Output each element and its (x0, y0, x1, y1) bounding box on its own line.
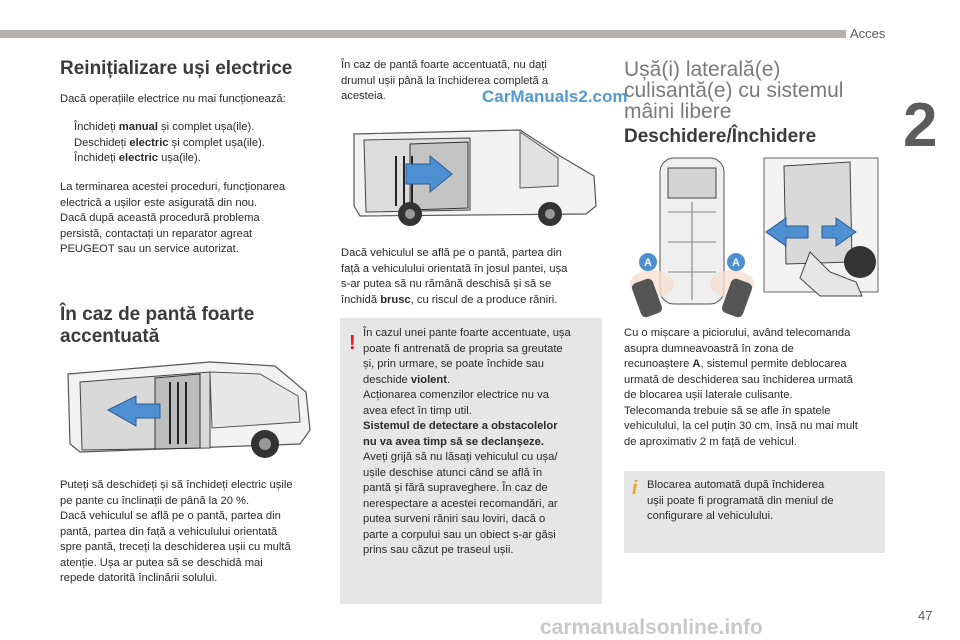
info-icon: i (632, 478, 638, 499)
reset-intro: Dacă operațiile electrice nu mai funcționează: (60, 93, 286, 105)
zone-a-label-left: A (644, 257, 652, 269)
slope-paragraph: Puteți să deschideți și să închideți electric ușile pe pante cu înclinații de până la 20 %. Dacă vehiculul se află pe o pantă, partea din pantă, partea din față a vehiculului orientată spre pantă, treceți la deschiderea ușii cu multă atenție. Ușa ar putea să se deschidă mai repede datorită înclinării solului. (60, 479, 293, 584)
zone-a-label-right: A (732, 257, 740, 269)
info-text: Blocarea automată după închiderea ușii poate fi programată din meniul de configurare al vehiculului. (647, 479, 834, 522)
warning-icon: ! (349, 332, 356, 354)
watermark-top: CarManuals2.com (482, 87, 628, 106)
van-side-door-illustration (60, 352, 322, 462)
page-number: 47 (918, 608, 933, 623)
van-sliding-door-illustration (350, 126, 600, 226)
section-label: Acces (850, 26, 886, 41)
warning-text: În cazul unei pante foarte accentuate, ușa poate fi antrenată de propria sa greutate și, prin urmare, se poate închide sau deschide violent. Acționarea comenzilor electrice nu va avea efect în timp util. Sistemul de detectare a obstacolelor nu va avea timp să se declanșeze. Aveți grijă să nu lăsați vehiculul cu ușa/ ușile deschise atunci când se află în pantă și fără supraveghere. În caz de nerespectare a acestei recomandări, ar putea surveni răniri sau loviri, dacă o parte a corpului sau un obiect s-ar găsi prins sau căzut pe traseul ușii. (363, 327, 571, 556)
header-rule (0, 30, 846, 38)
reset-paragraph: La terminarea acestei proceduri, funcționarea electrică a ușilor este asigurată din nou. Dacă după această procedură problema persistă, contactați un reparator agreat PEUGEOT sau un service autorizat. (60, 181, 286, 255)
slope-title: În caz de pantă foarte accentuată (60, 304, 255, 347)
handsfree-subtitle: Deschidere/Închidere (624, 126, 817, 147)
handsfree-title: Ușă(i) laterală(e) culisantă(e) cu sistemul mâini libere (624, 58, 844, 123)
step-item: Închideți manual și complet ușa(ile). (74, 121, 255, 133)
foot-gesture-illustration (760, 152, 886, 302)
reset-steps (60, 120, 265, 167)
watermark-bottom: carmanualsonline.info (540, 616, 763, 639)
reset-title: Reinițializare uși electrice (60, 58, 293, 79)
handsfree-paragraph: Cu o mișcare a piciorului, având telecomanda asupra dumneavoastră în zona de recunoaștere A, sistemul permite deblocarea urmată de deschiderea sau închiderea urmată de blocarea ușii laterale culisante. Telecomanda trebuie să se afle în spatele vehiculului, la cel puțin 30 cm, însă nu mai mult de aproximativ 2 m față de vehicul. (624, 327, 858, 448)
van-top-view-illustration (626, 152, 758, 322)
slope-note-mid: Dacă vehiculul se află pe o pantă, partea din față a vehiculului orientată în josul pantei, ușa s-ar putea să nu rămână deschisă și să se închidă brusc, cu riscul de a produce răniri. (341, 247, 568, 306)
slope-note-top: În caz de pantă foarte accentuată, nu dați drumul ușii până la închiderea completă a acesteia. (341, 59, 549, 102)
chapter-number: 2 (903, 91, 938, 160)
step-item: Deschideți electric și complet ușa(ile). (74, 136, 265, 149)
step-item: Închideți electric ușa(ile). (74, 152, 201, 164)
